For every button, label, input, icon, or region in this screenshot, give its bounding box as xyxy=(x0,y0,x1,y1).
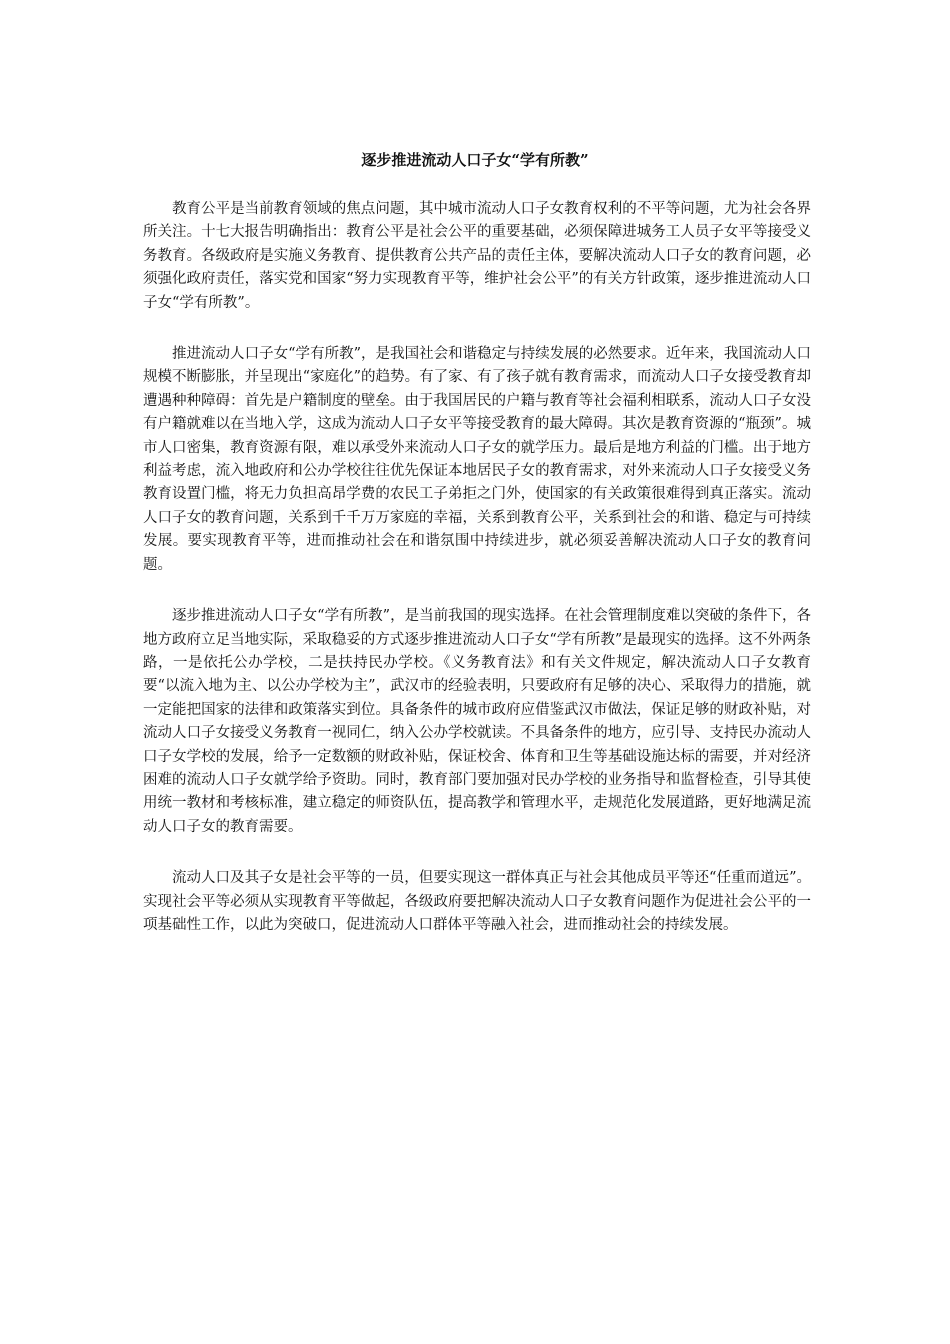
document-body xyxy=(143,198,811,965)
paragraph-1: 教育公平是当前教育领域的焦点问题，其中城市流动人口子女教育权利的不平等问题，尤为社会各界所关注。十七大报告明确指出：教育公平是社会公平的重要基础，必须保障进城务工人员子女平等接受义务教育。各级政府是实施义务教育、提供教育公共产品的责任主体，要解决流动人口子女的教育问题，必须强化政府责任，落实党和国家“努力实现教育平等，维护社会公平”的有关方针政策，逐步推进流动人口子女“学有所教”。 xyxy=(143,201,811,311)
paragraph-4: 流动人口及其子女是社会平等的一员，但要实现这一群体真正与社会其他成员平等还“任重而道远”。实现社会平等必须从实现教育平等做起，各级政府要把解决流动人口子女教育问题作为促进社会公平的一项基础性工作，以此为突破口，促进流动人口群体平等融入社会，进而推动社会的持续发展。 xyxy=(143,870,811,933)
paragraph-2: 推进流动人口子女“学有所教”，是我国社会和谐稳定与持续发展的必然要求。近年来，我国流动人口规模不断膨胀，并呈现出“家庭化”的趋势。有了家、有了孩子就有教育需求，而流动人口子女接受教育却遭遇种种障碍：首先是户籍制度的壁垒。由于我国居民的户籍与教育等社会福利相联系，流动人口子女没有户籍就难以在当地入学，这成为流动人口子女平等接受教育的最大障碍。其次是教育资源的“瓶颈”。城市人口密集，教育资源有限，难以承受外来流动人口子女的就学压力。最后是地方利益的门槛。出于地方利益考虑，流入地政府和公办学校往往优先保证本地居民子女的教育需求，对外来流动人口子女接受义务教育设置门槛，将无力负担高昂学费的农民工子弟拒之门外，使国家的有关政策很难得到真正落实。流动人口子女的教育问题，关系到千千万万家庭的幸福，关系到教育公平，关系到社会的和谐、稳定与可持续发展。要实现教育平等，进而推动社会在和谐氛围中持续进步，就必须妥善解决流动人口子女的教育问题。 xyxy=(143,346,811,573)
paragraph-3: 逐步推进流动人口子女“学有所教”，是当前我国的现实选择。在社会管理制度难以突破的条件下，各地方政府立足当地实际，采取稳妥的方式逐步推进流动人口子女“学有所教”是最现实的选择。这不外两条路，一是依托公办学校，二是扶持民办学校。《义务教育法》和有关文件规定，解决流动人口子女教育要“以流入地为主、以公办学校为主”，武汉市的经验表明，只要政府有足够的决心、采取得力的措施，就一定能把国家的法律和政策落实到位。具备条件的城市政府应借鉴武汉市做法，保证足够的财政补贴，对流动人口子女接受义务教育一视同仁，纳入公办学校就读。不具备条件的地方，应引导、支持民办流动人口子女学校的发展，给予一定数额的财政补贴，保证校舍、体育和卫生等基础设施达标的需要，并对经济困难的流动人口子女就学给予资助。同时，教育部门要加强对民办学校的业务指导和监督检查，引导其使用统一教材和考核标准，建立稳定的师资队伍，提高教学和管理水平，走规范化发展道路，更好地满足流动人口子女的教育需要。 xyxy=(143,608,811,835)
document-title: 逐步推进流动人口子女“学有所教” xyxy=(361,151,589,169)
